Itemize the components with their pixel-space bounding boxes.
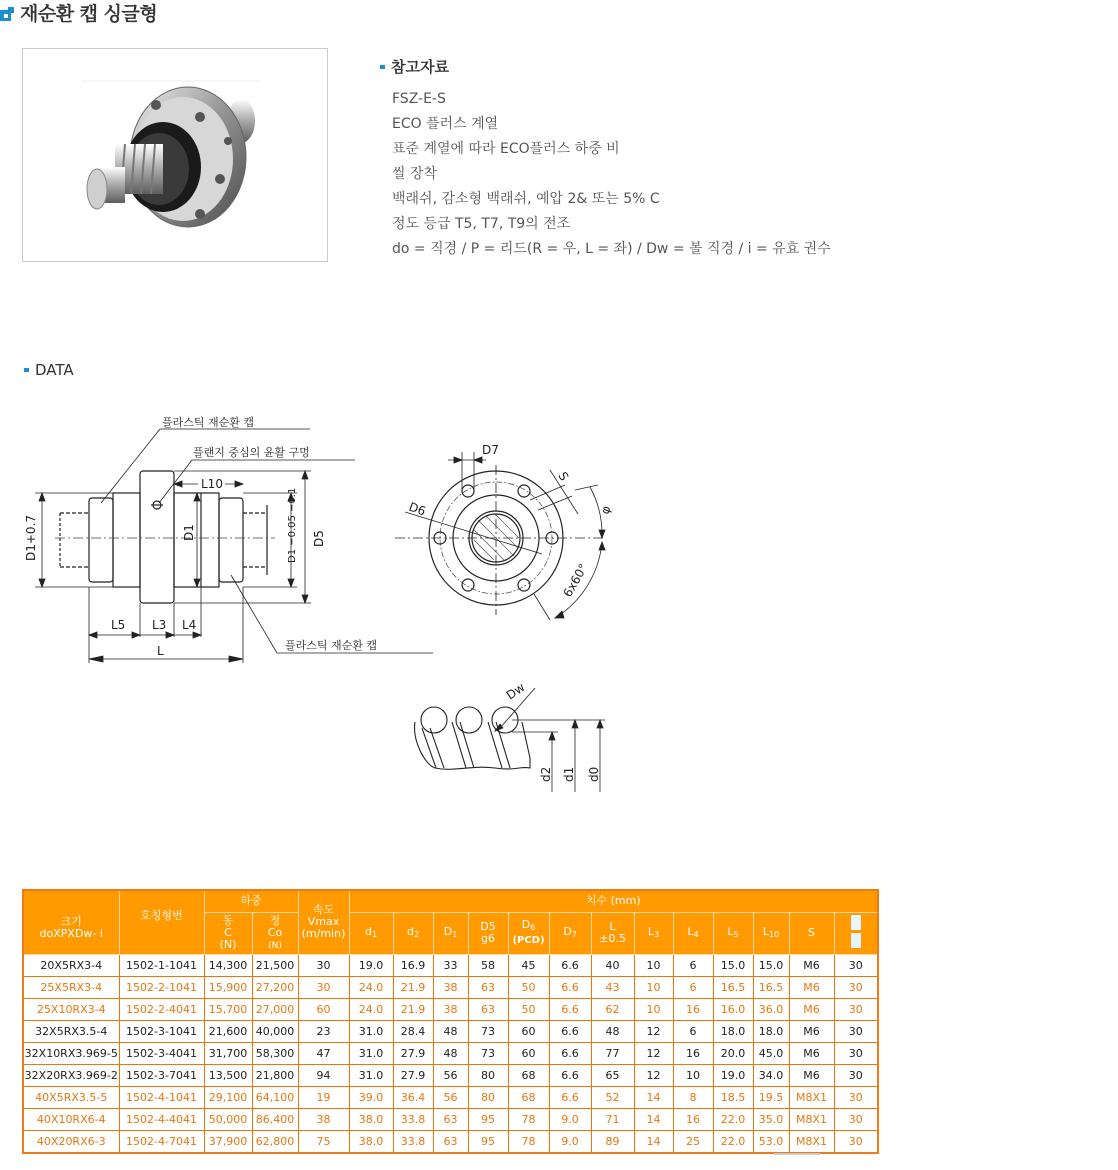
- svg-text:D6: D6: [406, 499, 428, 519]
- table-cell: 33.8: [393, 1108, 433, 1130]
- table-cell: 15,700: [204, 998, 252, 1020]
- table-cell: 62: [591, 998, 634, 1020]
- table-cell: 32X20RX3.969-2: [23, 1064, 119, 1086]
- horizontal-scrollbar[interactable]: [774, 1153, 820, 1155]
- table-cell: 6: [673, 976, 713, 998]
- table-cell: 9.0: [549, 1130, 591, 1153]
- table-cell: 40X20RX6-3: [23, 1130, 119, 1153]
- table-cell: 10: [634, 954, 673, 976]
- table-cell: M6: [789, 954, 834, 976]
- table-cell: 21,500: [252, 954, 298, 976]
- table-cell: 40,000: [252, 1020, 298, 1042]
- table-cell: 62,800: [252, 1130, 298, 1153]
- table-cell: 21,600: [204, 1020, 252, 1042]
- page-title: 재순환 캡 싱글형: [20, 2, 158, 25]
- table-cell: 22.0: [713, 1108, 753, 1130]
- side-view-drawing: [15, 405, 445, 670]
- reference-item: 백래쉬, 감소형 백래쉬, 예압 2& 또는 5% C: [392, 191, 660, 207]
- svg-text:D1: D1: [182, 524, 196, 541]
- col-L3: $L_3$: [634, 912, 673, 954]
- table-cell: 95: [468, 1108, 508, 1130]
- svg-text:L4: L4: [182, 618, 197, 632]
- table-cell: 8: [673, 1086, 713, 1108]
- table-cell: 32X5RX3.5-4: [23, 1020, 119, 1042]
- table-row: [23, 1042, 878, 1064]
- table-cell: 36.0: [753, 998, 789, 1020]
- table-cell: 25: [673, 1130, 713, 1153]
- table-cell: 27.9: [393, 1042, 433, 1064]
- table-cell: 19.0: [713, 1064, 753, 1086]
- table-cell: 16.9: [393, 954, 433, 976]
- reference-item: 씰 장착: [392, 166, 438, 182]
- table-cell: 39.0: [349, 1086, 393, 1108]
- table-cell: 38: [298, 1108, 349, 1130]
- table-cell: 21.9: [393, 976, 433, 998]
- svg-text:d1: d1: [562, 766, 576, 782]
- table-cell: 31.0: [349, 1020, 393, 1042]
- table-cell: 32X10RX3.969-5: [23, 1042, 119, 1064]
- section-square-icon: [0, 7, 14, 21]
- table-cell: 14,300: [204, 954, 252, 976]
- table-cell: 56: [433, 1086, 468, 1108]
- table-cell: 1502-3-7041: [119, 1064, 204, 1086]
- table-cell: 1502-1-1041: [119, 954, 204, 976]
- table-cell: 12: [634, 1042, 673, 1064]
- col-D7: $D_7$: [549, 912, 591, 954]
- col-phi: [834, 912, 878, 954]
- col-d2: $d_2$: [393, 912, 433, 954]
- table-row: [23, 1020, 878, 1042]
- table-cell: 89: [591, 1130, 634, 1153]
- front-view-drawing: [390, 430, 630, 640]
- reference-title: 참고자료: [391, 58, 449, 76]
- table-cell: 13,500: [204, 1064, 252, 1086]
- table-cell: 27,200: [252, 976, 298, 998]
- table-cell: 30: [834, 1064, 878, 1086]
- table-cell: 37,900: [204, 1130, 252, 1153]
- table-cell: M8X1: [789, 1130, 834, 1153]
- col-D6: $D_6$ (PCD): [508, 912, 549, 954]
- col-static-load: 정 Co (N): [252, 912, 298, 954]
- table-cell: 16: [673, 998, 713, 1020]
- table-cell: 78: [508, 1130, 549, 1153]
- table-cell: 48: [433, 1042, 468, 1064]
- col-D5: D5 g6: [468, 912, 508, 954]
- phi-angle-icon: [851, 915, 861, 948]
- table-cell: 20X5RX3-4: [23, 954, 119, 976]
- svg-text:D7: D7: [482, 443, 499, 457]
- table-cell: 38.0: [349, 1108, 393, 1130]
- reference-list: [392, 89, 831, 264]
- svg-text:L10: L10: [201, 477, 223, 491]
- table-cell: 68: [508, 1064, 549, 1086]
- table-row: [23, 1064, 878, 1086]
- table-cell: 18.0: [753, 1020, 789, 1042]
- table-cell: 80: [468, 1064, 508, 1086]
- table-cell: 6.6: [549, 1020, 591, 1042]
- table-cell: 33: [433, 954, 468, 976]
- table-cell: 19: [298, 1086, 349, 1108]
- table-cell: 36.4: [393, 1086, 433, 1108]
- table-cell: 15,900: [204, 976, 252, 998]
- col-size: 크기 doXPXDw- i: [23, 890, 119, 954]
- col-L: L ±0.5: [591, 912, 634, 954]
- table-cell: 77: [591, 1042, 634, 1064]
- table-cell: 40X10RX6-4: [23, 1108, 119, 1130]
- table-cell: 6: [673, 954, 713, 976]
- svg-text:6x60°: 6x60°: [560, 561, 591, 600]
- table-cell: 19.0: [349, 954, 393, 976]
- table-cell: 95: [468, 1130, 508, 1153]
- table-cell: 48: [433, 1020, 468, 1042]
- svg-text:Dw: Dw: [503, 680, 528, 703]
- svg-text:φ: φ: [597, 503, 614, 517]
- table-cell: 18.0: [713, 1020, 753, 1042]
- table-cell: 1502-3-1041: [119, 1020, 204, 1042]
- table-cell: 27,000: [252, 998, 298, 1020]
- label-lube-hole: 플랜지 중심의 윤활 구멍: [193, 446, 310, 459]
- table-cell: 16.5: [713, 976, 753, 998]
- table-cell: 25X5RX3-4: [23, 976, 119, 998]
- table-cell: 20.0: [713, 1042, 753, 1064]
- table-cell: 27.9: [393, 1064, 433, 1086]
- table-cell: 1502-3-4041: [119, 1042, 204, 1064]
- svg-text:D1+0.7: D1+0.7: [24, 514, 38, 561]
- table-cell: 6.6: [549, 998, 591, 1020]
- table-cell: 30: [834, 1042, 878, 1064]
- table-cell: 50: [508, 976, 549, 998]
- table-cell: 24.0: [349, 976, 393, 998]
- table-cell: 28.4: [393, 1020, 433, 1042]
- table-cell: 60: [298, 998, 349, 1020]
- data-title: DATA: [35, 361, 74, 379]
- table-cell: 63: [468, 976, 508, 998]
- table-cell: 43: [591, 976, 634, 998]
- table-cell: M6: [789, 1020, 834, 1042]
- table-cell: 38: [433, 976, 468, 998]
- table-cell: 78: [508, 1108, 549, 1130]
- table-cell: M6: [789, 1064, 834, 1086]
- table-cell: 48: [591, 1020, 634, 1042]
- col-L4: $L_4$: [673, 912, 713, 954]
- table-cell: 10: [634, 998, 673, 1020]
- table-cell: 15.0: [713, 954, 753, 976]
- table-cell: 86,400: [252, 1108, 298, 1130]
- table-cell: M6: [789, 1042, 834, 1064]
- label-cap-top: 플라스틱 재순환 캡: [162, 416, 255, 429]
- spec-table-body: [23, 954, 878, 1153]
- table-cell: 6: [673, 1020, 713, 1042]
- table-cell: 31.0: [349, 1042, 393, 1064]
- table-cell: 60: [508, 1042, 549, 1064]
- table-cell: 50: [508, 998, 549, 1020]
- table-cell: 40: [591, 954, 634, 976]
- ball-section-drawing: [400, 680, 620, 800]
- table-cell: 10: [634, 976, 673, 998]
- table-cell: M6: [789, 998, 834, 1020]
- reference-item: FSZ-E-S: [392, 91, 446, 107]
- svg-text:D1 −0.05 −0.1: D1 −0.05 −0.1: [287, 487, 298, 563]
- product-image: [22, 48, 328, 262]
- svg-text:d0: d0: [587, 766, 601, 782]
- table-cell: 52: [591, 1086, 634, 1108]
- table-cell: M8X1: [789, 1086, 834, 1108]
- table-cell: 14: [634, 1108, 673, 1130]
- table-cell: 38.0: [349, 1130, 393, 1153]
- table-cell: 58,300: [252, 1042, 298, 1064]
- table-cell: 30: [834, 954, 878, 976]
- table-cell: 30: [834, 1020, 878, 1042]
- table-cell: 23: [298, 1020, 349, 1042]
- table-cell: 6.6: [549, 976, 591, 998]
- table-cell: 50,000: [204, 1108, 252, 1130]
- table-cell: 25X10RX3-4: [23, 998, 119, 1020]
- table-cell: 63: [433, 1108, 468, 1130]
- table-cell: 1502-4-1041: [119, 1086, 204, 1108]
- reference-item: 정도 등급 T5, T7, T9의 전조: [392, 216, 571, 232]
- table-cell: 1502-4-7041: [119, 1130, 204, 1153]
- svg-text:L3: L3: [152, 618, 167, 632]
- table-cell: 73: [468, 1042, 508, 1064]
- reference-heading: [380, 56, 449, 77]
- table-cell: 56: [433, 1064, 468, 1086]
- table-cell: 6.6: [549, 954, 591, 976]
- table-cell: 21.9: [393, 998, 433, 1020]
- table-cell: 1502-4-4041: [119, 1108, 204, 1130]
- reference-item: ECO 플러스 계열: [392, 116, 499, 132]
- ball-screw-nut-icon: [23, 49, 327, 261]
- table-cell: 73: [468, 1020, 508, 1042]
- table-cell: 12: [634, 1064, 673, 1086]
- table-cell: 16.0: [713, 998, 753, 1020]
- table-cell: 30: [298, 954, 349, 976]
- table-cell: 6.6: [549, 1086, 591, 1108]
- table-cell: 22.0: [713, 1130, 753, 1153]
- table-cell: 35.0: [753, 1108, 789, 1130]
- table-cell: 21,800: [252, 1064, 298, 1086]
- reference-item: 표준 계열에 따라 ECO플러스 하중 비: [392, 141, 620, 157]
- table-cell: 80: [468, 1086, 508, 1108]
- table-cell: 19.5: [753, 1086, 789, 1108]
- bullet-icon: [24, 368, 29, 372]
- table-cell: 71: [591, 1108, 634, 1130]
- table-cell: 65: [591, 1064, 634, 1086]
- data-heading: [24, 361, 74, 379]
- table-cell: 34.0: [753, 1064, 789, 1086]
- table-cell: 58: [468, 954, 508, 976]
- table-cell: 64,100: [252, 1086, 298, 1108]
- table-cell: 38: [433, 998, 468, 1020]
- col-d1: $d_1$: [349, 912, 393, 954]
- label-cap-bottom: 플라스틱 재순환 캡: [285, 639, 378, 652]
- table-cell: 53.0: [753, 1130, 789, 1153]
- table-cell: 31,700: [204, 1042, 252, 1064]
- table-cell: 14: [634, 1086, 673, 1108]
- table-cell: 30: [834, 976, 878, 998]
- table-cell: 47: [298, 1042, 349, 1064]
- svg-text:d2: d2: [539, 766, 553, 782]
- table-cell: 14: [634, 1130, 673, 1153]
- table-cell: 30: [834, 1130, 878, 1153]
- table-cell: 68: [508, 1086, 549, 1108]
- svg-text:L5: L5: [111, 618, 126, 632]
- col-part-no: 호칭형번: [119, 890, 204, 954]
- table-cell: 45.0: [753, 1042, 789, 1064]
- spec-table: [22, 889, 879, 1154]
- col-L5: $L_5$: [713, 912, 753, 954]
- table-cell: 63: [433, 1130, 468, 1153]
- table-cell: 6.6: [549, 1064, 591, 1086]
- table-cell: 16: [673, 1108, 713, 1130]
- col-D1: $D_1$: [433, 912, 468, 954]
- table-cell: 18.5: [713, 1086, 753, 1108]
- table-cell: 9.0: [549, 1108, 591, 1130]
- col-load: 하중: [204, 890, 298, 912]
- table-cell: 75: [298, 1130, 349, 1153]
- table-cell: 31.0: [349, 1064, 393, 1086]
- table-cell: 10: [673, 1064, 713, 1086]
- table-cell: 30: [834, 1108, 878, 1130]
- table-row: [23, 1086, 878, 1108]
- table-cell: M8X1: [789, 1108, 834, 1130]
- col-dimensions: 치수 (mm): [349, 890, 878, 912]
- bullet-icon: [380, 65, 385, 69]
- reference-item: do = 직경 / P = 리드(R = 우, L = 좌) / Dw = 볼 직경 / i = 유효 권수: [392, 241, 831, 257]
- table-cell: 94: [298, 1064, 349, 1086]
- table-cell: 29,100: [204, 1086, 252, 1108]
- col-L10: $L_{10}$: [753, 912, 789, 954]
- table-cell: 15.0: [753, 954, 789, 976]
- table-row: [23, 954, 878, 976]
- table-cell: 33.8: [393, 1130, 433, 1153]
- table-cell: 30: [834, 1086, 878, 1108]
- table-row: [23, 1108, 878, 1130]
- table-row: [23, 998, 878, 1020]
- table-cell: 60: [508, 1020, 549, 1042]
- table-row: [23, 976, 878, 998]
- table-cell: 6.6: [549, 1042, 591, 1064]
- table-cell: M6: [789, 976, 834, 998]
- table-cell: 12: [634, 1020, 673, 1042]
- table-cell: 1502-2-1041: [119, 976, 204, 998]
- table-cell: 45: [508, 954, 549, 976]
- table-cell: 24.0: [349, 998, 393, 1020]
- table-row: [23, 1130, 878, 1153]
- table-cell: 16: [673, 1042, 713, 1064]
- col-dynamic-load: 동 C (N): [204, 912, 252, 954]
- table-cell: 1502-2-4041: [119, 998, 204, 1020]
- table-cell: 40X5RX3.5-5: [23, 1086, 119, 1108]
- table-cell: 63: [468, 998, 508, 1020]
- col-S: S: [789, 912, 834, 954]
- table-cell: 30: [298, 976, 349, 998]
- svg-text:D5: D5: [312, 530, 326, 547]
- svg-text:S: S: [555, 469, 572, 484]
- table-cell: 16.5: [753, 976, 789, 998]
- col-speed: 속도 Vmax (m/min): [298, 890, 349, 954]
- svg-text:L: L: [157, 644, 164, 658]
- table-cell: 30: [834, 998, 878, 1020]
- page-title-bar: [0, 0, 157, 24]
